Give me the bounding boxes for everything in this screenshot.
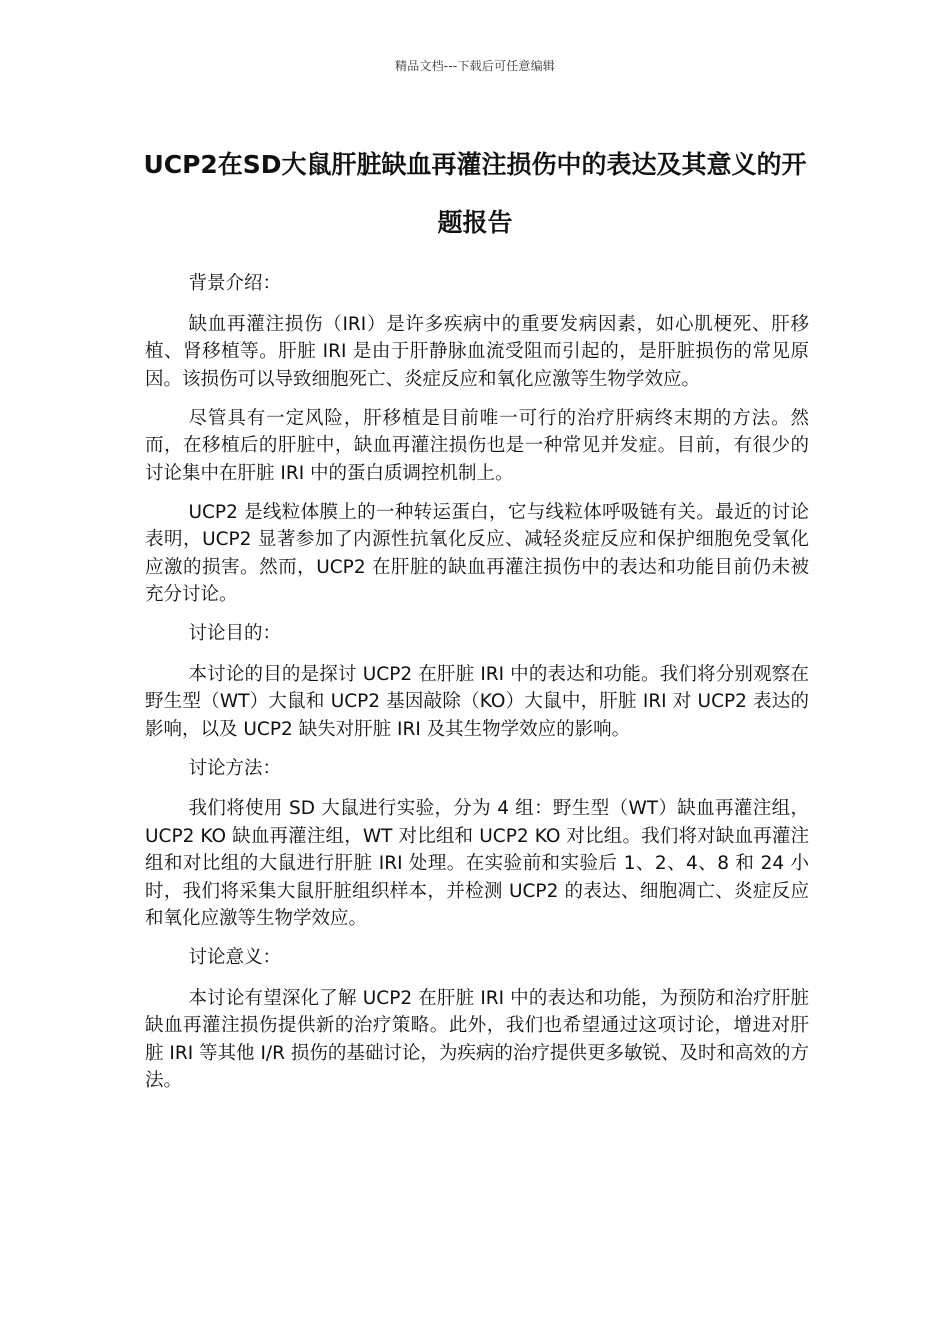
section-heading-methods: 讨论方法： (188, 757, 281, 779)
paragraph-purpose: 本讨论的目的是探讨 UCP2 在肝脏 IRI 中的表达和功能。我们将分别观察在野生型（WT）大鼠和 UCP2 基因敲除（KO）大鼠中，肝脏 IRI 对 UCP2 表达的影响，以及 UCP2 缺失对肝脏 IRI 及其生物学效应的影响。 (145, 663, 809, 740)
paragraph-liver-transplant: 尽管具有一定风险，肝移植是目前唯一可行的治疗肝病终末期的方法。然而，在移植后的肝脏中，缺血再灌注损伤也是一种常见并发症。目前，有很少的讨论集中在肝脏 IRI 中的蛋白质调控机制上。 (145, 407, 809, 484)
section-heading-background: 背景介绍： (188, 273, 281, 294)
section-heading-significance: 讨论意义： (188, 947, 281, 968)
paragraph-significance: 本讨论有望深化了解 UCP2 在肝脏 IRI 中的表达和功能，为预防和治疗肝脏缺血再灌注损伤提供新的治疗策略。此外，我们也希望通过这项讨论，增进对肝脏 IRI 等其他 I/R 损伤的基础讨论，为疾病的治疗提供更多敏锐、及时和高效的方法。 (145, 987, 809, 1091)
document-title: UCP2在SD大鼠肝脏缺血再灌注损伤中的表达及其意义的开题报告 (143, 150, 807, 237)
paragraph-iri-intro: 缺血再灌注损伤（IRI）是许多疾病中的重要发病因素，如心肌梗死、肝移植、肾移植等。肝脏 IRI 是由于肝静脉血流受阻而引起的，是肝脏损伤的常见原因。该损伤可以导致细胞死亡、炎症反应和氧化应激等生物学效应。 (145, 313, 809, 390)
section-heading-purpose: 讨论目的： (188, 623, 281, 644)
header-note: 精品文档---下载后可任意编辑 (395, 59, 555, 73)
document-body (145, 270, 809, 1106)
paragraph-ucp2-intro: UCP2 是线粒体膜上的一种转运蛋白，它与线粒体呼吸链有关。最近的讨论表明，UCP2 显著参加了内源性抗氧化反应、减轻炎症反应和保护细胞免受氧化应激的损害。然而，UCP2 在肝脏的缺血再灌注损伤中的表达和功能目前仍未被充分讨论。 (145, 501, 809, 605)
paragraph-methods: 我们将使用 SD 大鼠进行实验，分为 4 组：野生型（WT）缺血再灌注组，UCP2 KO 缺血再灌注组，WT 对比组和 UCP2 KO 对比组。我们将对缺血再灌注组和对比组的大鼠进行肝脏 IRI 处理。在实验前和实验后 1、2、4、8 和 24 小时，我们将采集大鼠肝脏组织样本，并检测 UCP2 的表达、细胞凋亡、炎症反应和氧化应激等生物学效应。 (145, 798, 809, 929)
